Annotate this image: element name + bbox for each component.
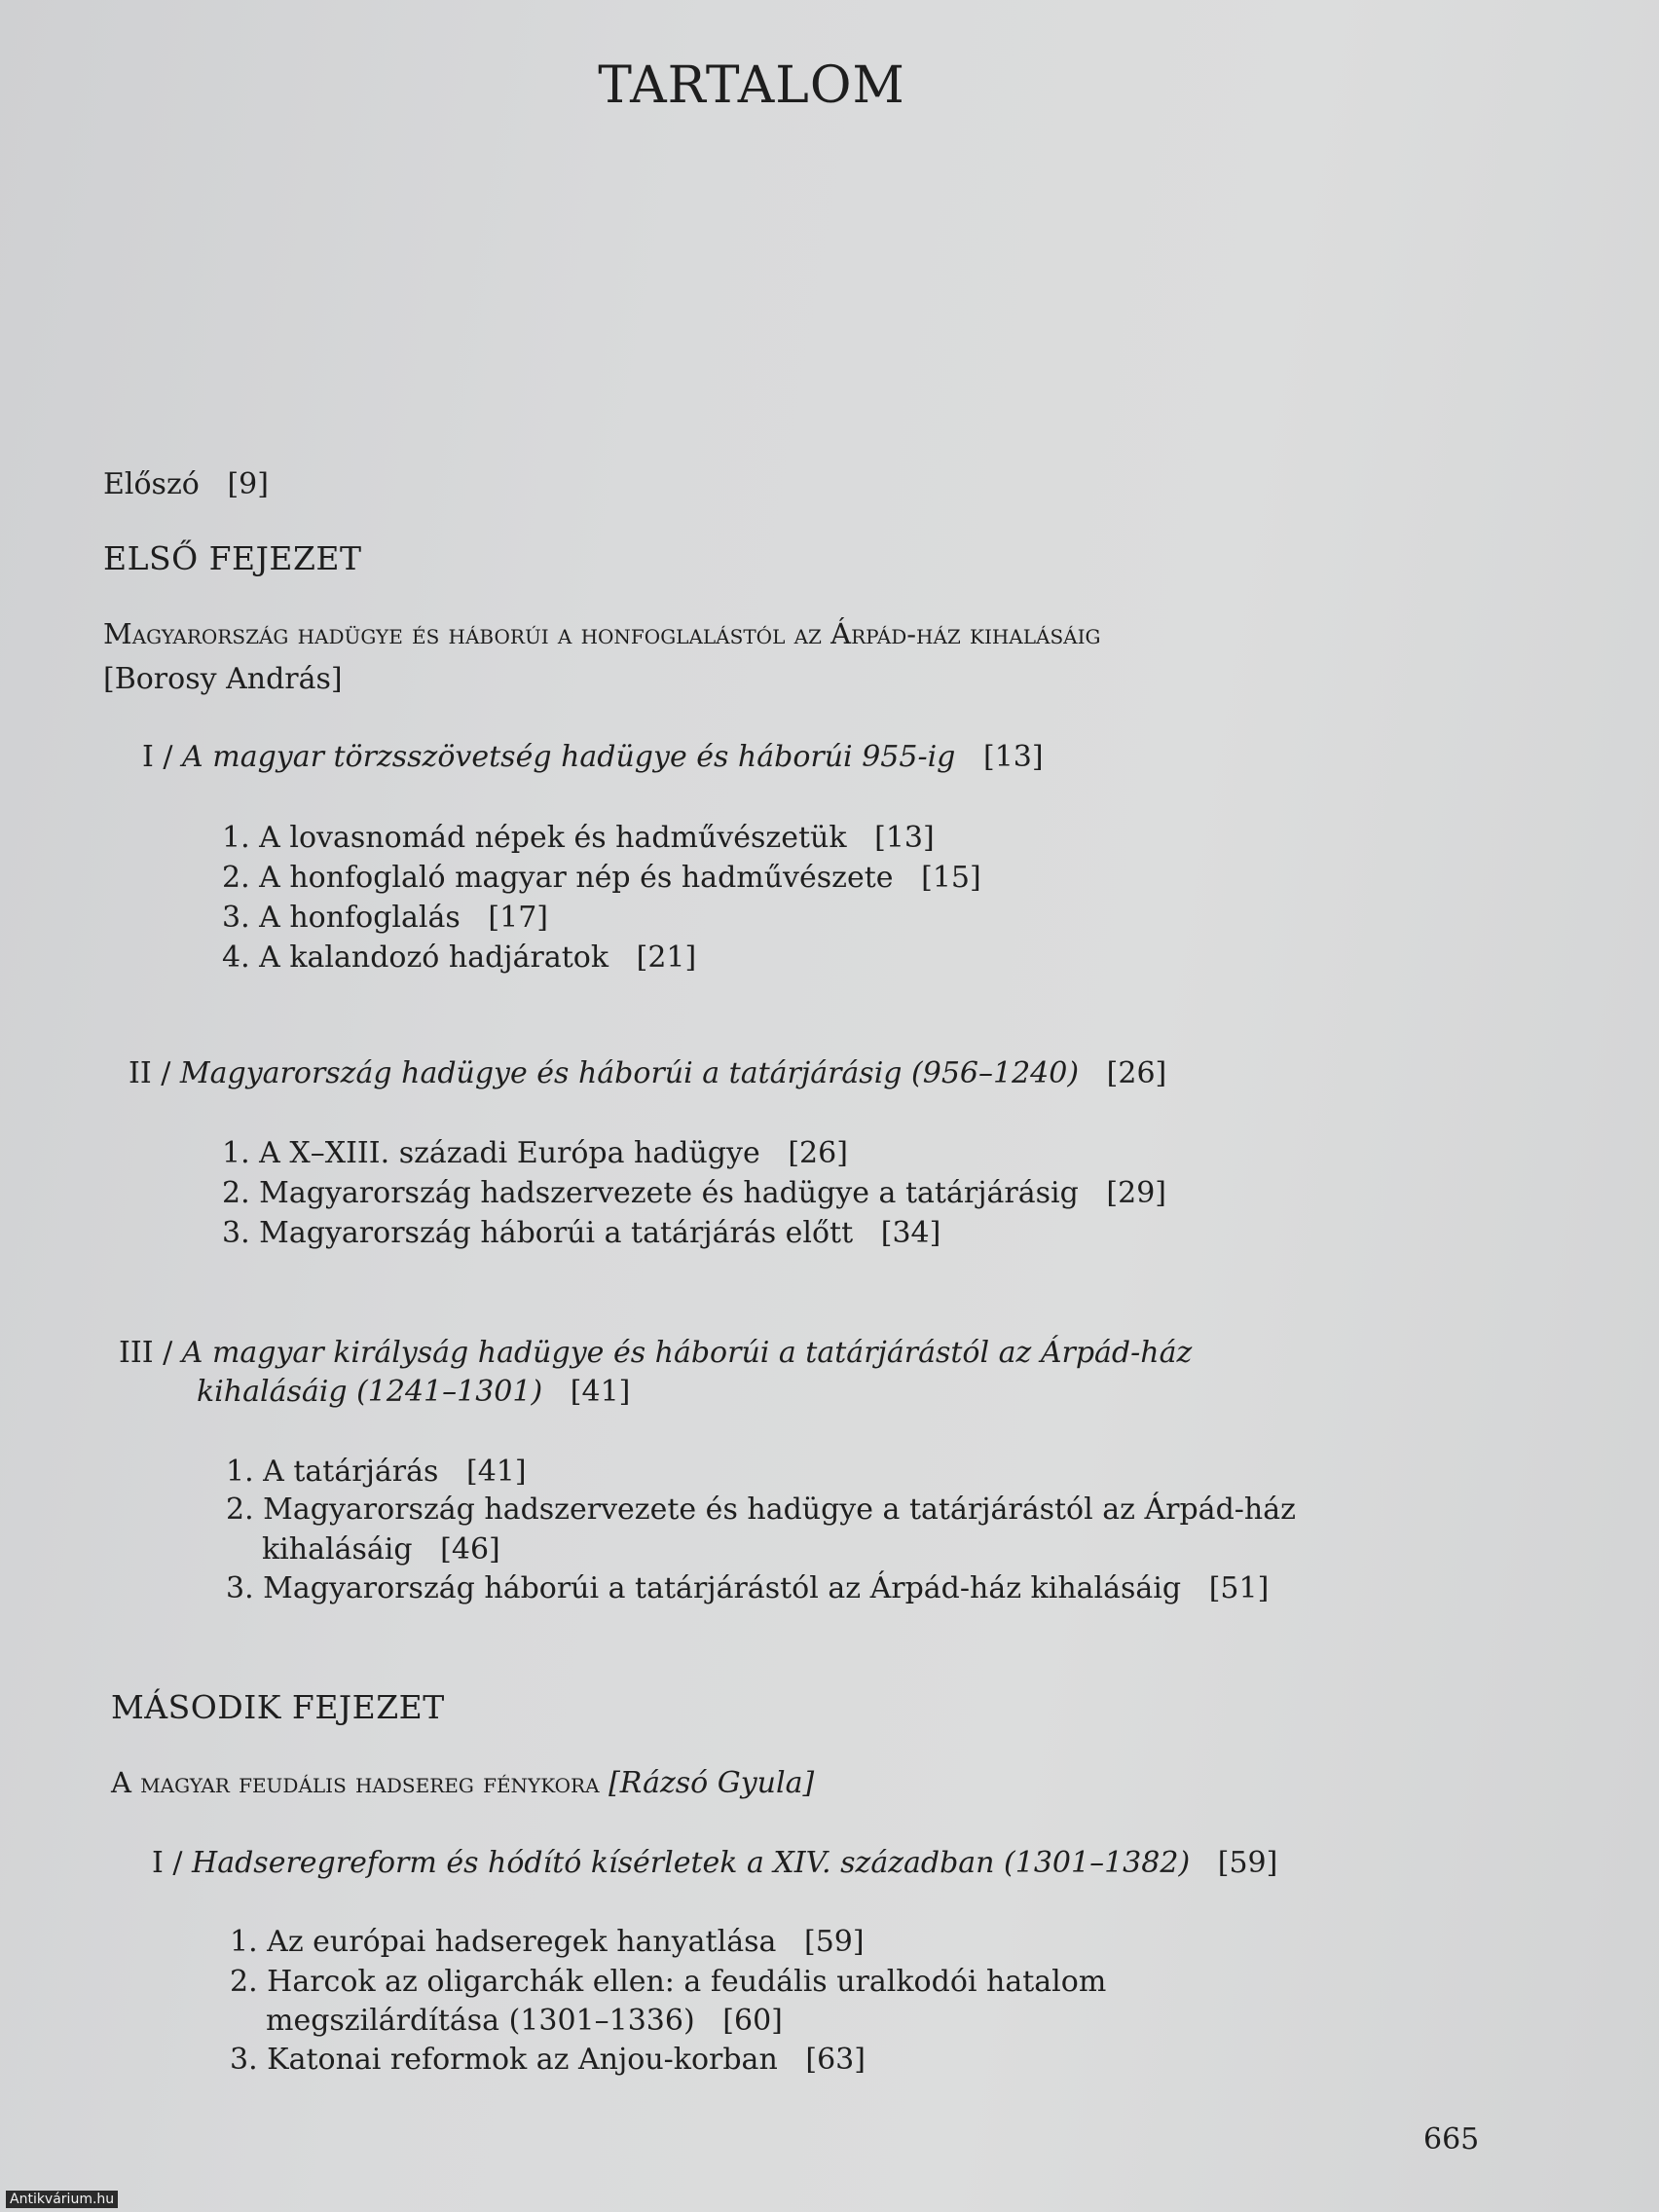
item-page: [21] xyxy=(636,940,697,975)
section-title-line2: kihalásáig (1241–1301) xyxy=(197,1375,543,1409)
section-heading xyxy=(152,1846,1277,1880)
item-page: [26] xyxy=(788,1136,848,1170)
item-text: 2. Magyarország hadszervezete és hadügye a tatárjárásig xyxy=(222,1176,1079,1210)
section-heading-cont xyxy=(197,1375,630,1409)
chapter-1-author: [Borosy András] xyxy=(103,662,343,696)
toc-item xyxy=(222,1176,1166,1210)
toc-item xyxy=(222,1136,848,1170)
section-roman: I / xyxy=(142,740,173,774)
toc-item xyxy=(222,901,548,935)
item-text: 3. Katonai reformok az Anjou-korban xyxy=(230,2043,778,2077)
item-text: 4. A kalandozó hadjáratok xyxy=(222,940,609,975)
item-text-line2: kihalásáig xyxy=(262,1532,413,1567)
toc-item xyxy=(222,821,935,855)
section-page: [13] xyxy=(983,740,1044,774)
watermark: Antikvárium.hu xyxy=(6,2191,118,2208)
section-title: A magyar törzsszövetség hadügye és háborúi 955-ig xyxy=(182,740,956,774)
item-page: [59] xyxy=(803,1925,865,1959)
preface-label: Előszó xyxy=(103,467,200,501)
page-title: TARTALOM xyxy=(598,56,905,115)
item-page: [29] xyxy=(1106,1176,1167,1210)
item-text: 3. Magyarország háborúi a tatárjárástól az Árpád-ház kihalásáig xyxy=(226,1571,1182,1605)
section-roman: III / xyxy=(119,1336,173,1370)
section-heading xyxy=(142,740,1044,774)
section-roman: I / xyxy=(152,1846,183,1880)
item-text: 3. Magyarország háborúi a tatárjárás előtt xyxy=(222,1216,854,1250)
toc-item-cont xyxy=(262,1532,500,1567)
item-text: 2. A honfoglaló magyar nép és hadművészete xyxy=(222,861,894,895)
toc-item xyxy=(222,1216,940,1250)
chapter-1-heading: Magyarország hadügye és háborúi a honfoglalástól az Árpád-ház kihalásáig xyxy=(103,617,1101,650)
page-number: 665 xyxy=(1423,2122,1480,2157)
item-page: [13] xyxy=(874,821,935,855)
item-text: 1. A tatárjárás xyxy=(226,1455,439,1489)
section-title-line1: A magyar királyság hadügye és háborúi a tatárjárástól az Árpád-ház xyxy=(181,1336,1193,1370)
chapter-2-heading: A magyar feudális hadsereg fénykora xyxy=(111,1766,600,1799)
item-text-line1: 2. Harcok az oligarchák ellen: a feudális uralkodói hatalom xyxy=(230,1965,1107,1999)
section-page: [59] xyxy=(1217,1846,1278,1880)
item-page: [60] xyxy=(722,2004,783,2038)
section-title: Magyarország hadügye és háborúi a tatárjárásig (956–1240) xyxy=(179,1056,1080,1090)
item-page: [17] xyxy=(488,901,548,935)
toc-item xyxy=(222,861,981,895)
toc-item xyxy=(226,1455,527,1489)
chapter-2-heading-line xyxy=(111,1766,814,1800)
toc-item xyxy=(230,1925,865,1959)
preface-page: [9] xyxy=(227,467,269,501)
chapter-2-author: [Rázsó Gyula] xyxy=(608,1766,815,1800)
toc-item xyxy=(222,940,696,975)
item-text: 3. A honfoglalás xyxy=(222,901,461,935)
item-text-line1: 2. Magyarország hadszervezete és hadügye a tatárjárástól az Árpád-ház xyxy=(226,1493,1296,1527)
item-page: [46] xyxy=(440,1532,500,1567)
preface-entry xyxy=(103,467,269,501)
toc-item xyxy=(230,1965,1106,1999)
item-text: 1. A X–XIII. századi Európa hadügye xyxy=(222,1136,760,1170)
item-text-line2: megszilárdítása (1301–1336) xyxy=(266,2004,695,2038)
section-heading xyxy=(119,1336,1192,1370)
section-heading xyxy=(129,1056,1166,1090)
section-page: [41] xyxy=(570,1375,631,1409)
toc-item-cont xyxy=(266,2004,783,2038)
section-page: [26] xyxy=(1106,1056,1167,1090)
item-page: [63] xyxy=(805,2043,866,2077)
toc-item xyxy=(226,1493,1296,1527)
item-text: 1. A lovasnomád népek és hadművészetük xyxy=(222,821,847,855)
toc-item xyxy=(226,1571,1269,1605)
item-page: [15] xyxy=(921,861,981,895)
toc-item xyxy=(230,2043,866,2077)
item-text: 1. Az európai hadseregek hanyatlása xyxy=(230,1925,777,1959)
chapter-2-label: MÁSODIK FEJEZET xyxy=(111,1688,445,1726)
section-title: Hadseregreform és hódító kísérletek a XIV. században (1301–1382) xyxy=(192,1846,1191,1880)
chapter-1-label: ELSŐ FEJEZET xyxy=(103,539,362,577)
item-page: [34] xyxy=(880,1216,941,1250)
item-page: [51] xyxy=(1208,1571,1270,1605)
section-roman: II / xyxy=(129,1056,171,1090)
item-page: [41] xyxy=(466,1455,527,1489)
